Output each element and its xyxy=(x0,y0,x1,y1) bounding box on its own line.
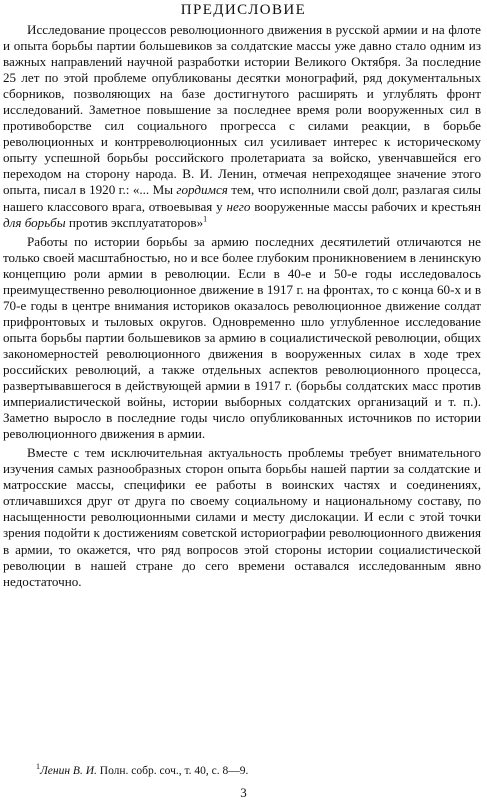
footnote-reference: 1 xyxy=(203,214,208,224)
emphasis-gordimsya: гордимся xyxy=(176,182,228,198)
page-heading: ПРЕДИСЛОВИЕ xyxy=(180,2,307,18)
page-number: 3 xyxy=(240,785,247,800)
footnote-mark: 1 xyxy=(36,762,40,772)
paragraph-1-text: Исследование процессов революционного движения в русской армии и на флоте и опыта борьбы партии большевиков за солдатские массы уже давно стало одним из важных направлений научной разработки истории Великого Октября. За последние 25 лет по этой проблеме опубликованы десятки монографий, ряд документальных сборников, позволяющих на базе достигнутого расширять и углублять фронт исследований. Заметное повышение за последнее время роли вооруженных сил в противоборстве сил социального прогресса с силами реакции, в борьбе революционных и контрреволюционных сил усиливает интерес к историческому опыту успешной борьбы российского пролетариата за войско, увенчавшейся его переходом на сторону народа. В. И. Ленин, отмечая непреходящее значение этого опыта, писал в 1920 г.: «... Мы xyxy=(3,22,481,198)
footnote-author: Ленин В. И. xyxy=(40,765,97,777)
paragraph-1-text-4: против эксплуататоров» xyxy=(65,214,204,230)
footnote-text: Полн. собр. соч., т. 40, с. 8—9. xyxy=(96,765,249,777)
paragraph-1 xyxy=(3,22,481,231)
main-text xyxy=(3,22,481,590)
emphasis-nego: него xyxy=(226,198,251,214)
emphasis-dlya-borby: для борьбы xyxy=(3,214,66,230)
paragraph-1-text-3: вооруженные массы рабочих и крестьян xyxy=(250,198,482,214)
footnote xyxy=(36,764,476,778)
paragraph-2: Работы по истории борьбы за армию последних десятилетий отличаются не только своей масштабностью, но и все более глубоким проникновением в ленинскую концепцию роли армии в революции. Если в 40-е и 50-е годы исследовалось преимущественно революционное движение в 1917 г. на фронтах, то с конца 60-х и в 70-е годы в центре внимания историков оказалось революционное движение солдат прифронтовых и тыловых округов. Одновременно шло углубленное исследование опыта борьбы партии большевиков за армию в социалистической революции, общих закономерностей революционного движения в вооруженных силах в ходе трех российских революций, а также отдельных аспектов революционного процесса, развертывавшегося в действующей армии в 1917 г. (борьбы солдатских масс против империалистической войны, истории выборных солдатских организаций и т. п.). Заметно выросло в последние годы число опубликованных источников по истории революционного движения в армии. xyxy=(3,233,481,442)
paragraph-1-text-2: тем, что исполнили свой долг, разлагая силы нашего классового врага, отвоевывая у xyxy=(3,182,481,214)
paragraph-3: Вместе с тем исключительная актуальность проблемы требует внимательного изучения самых разнообразных сторон опыта борьбы нашей партии за солдатские и матросские массы, специфики ее работы в воинских частях и соединениях, отличавшихся друг от друга по своему социальному и национальному составу, по насыщенности революционными силами и месту дислокации. И если с этой точки зрения подойти к достижениям советской историографии революционного движения в армии, то окажется, что ряд вопросов этой стороны истории социалистической революции в нашей стране до сего времени оставался исследованным явно недостаточно. xyxy=(3,445,481,589)
